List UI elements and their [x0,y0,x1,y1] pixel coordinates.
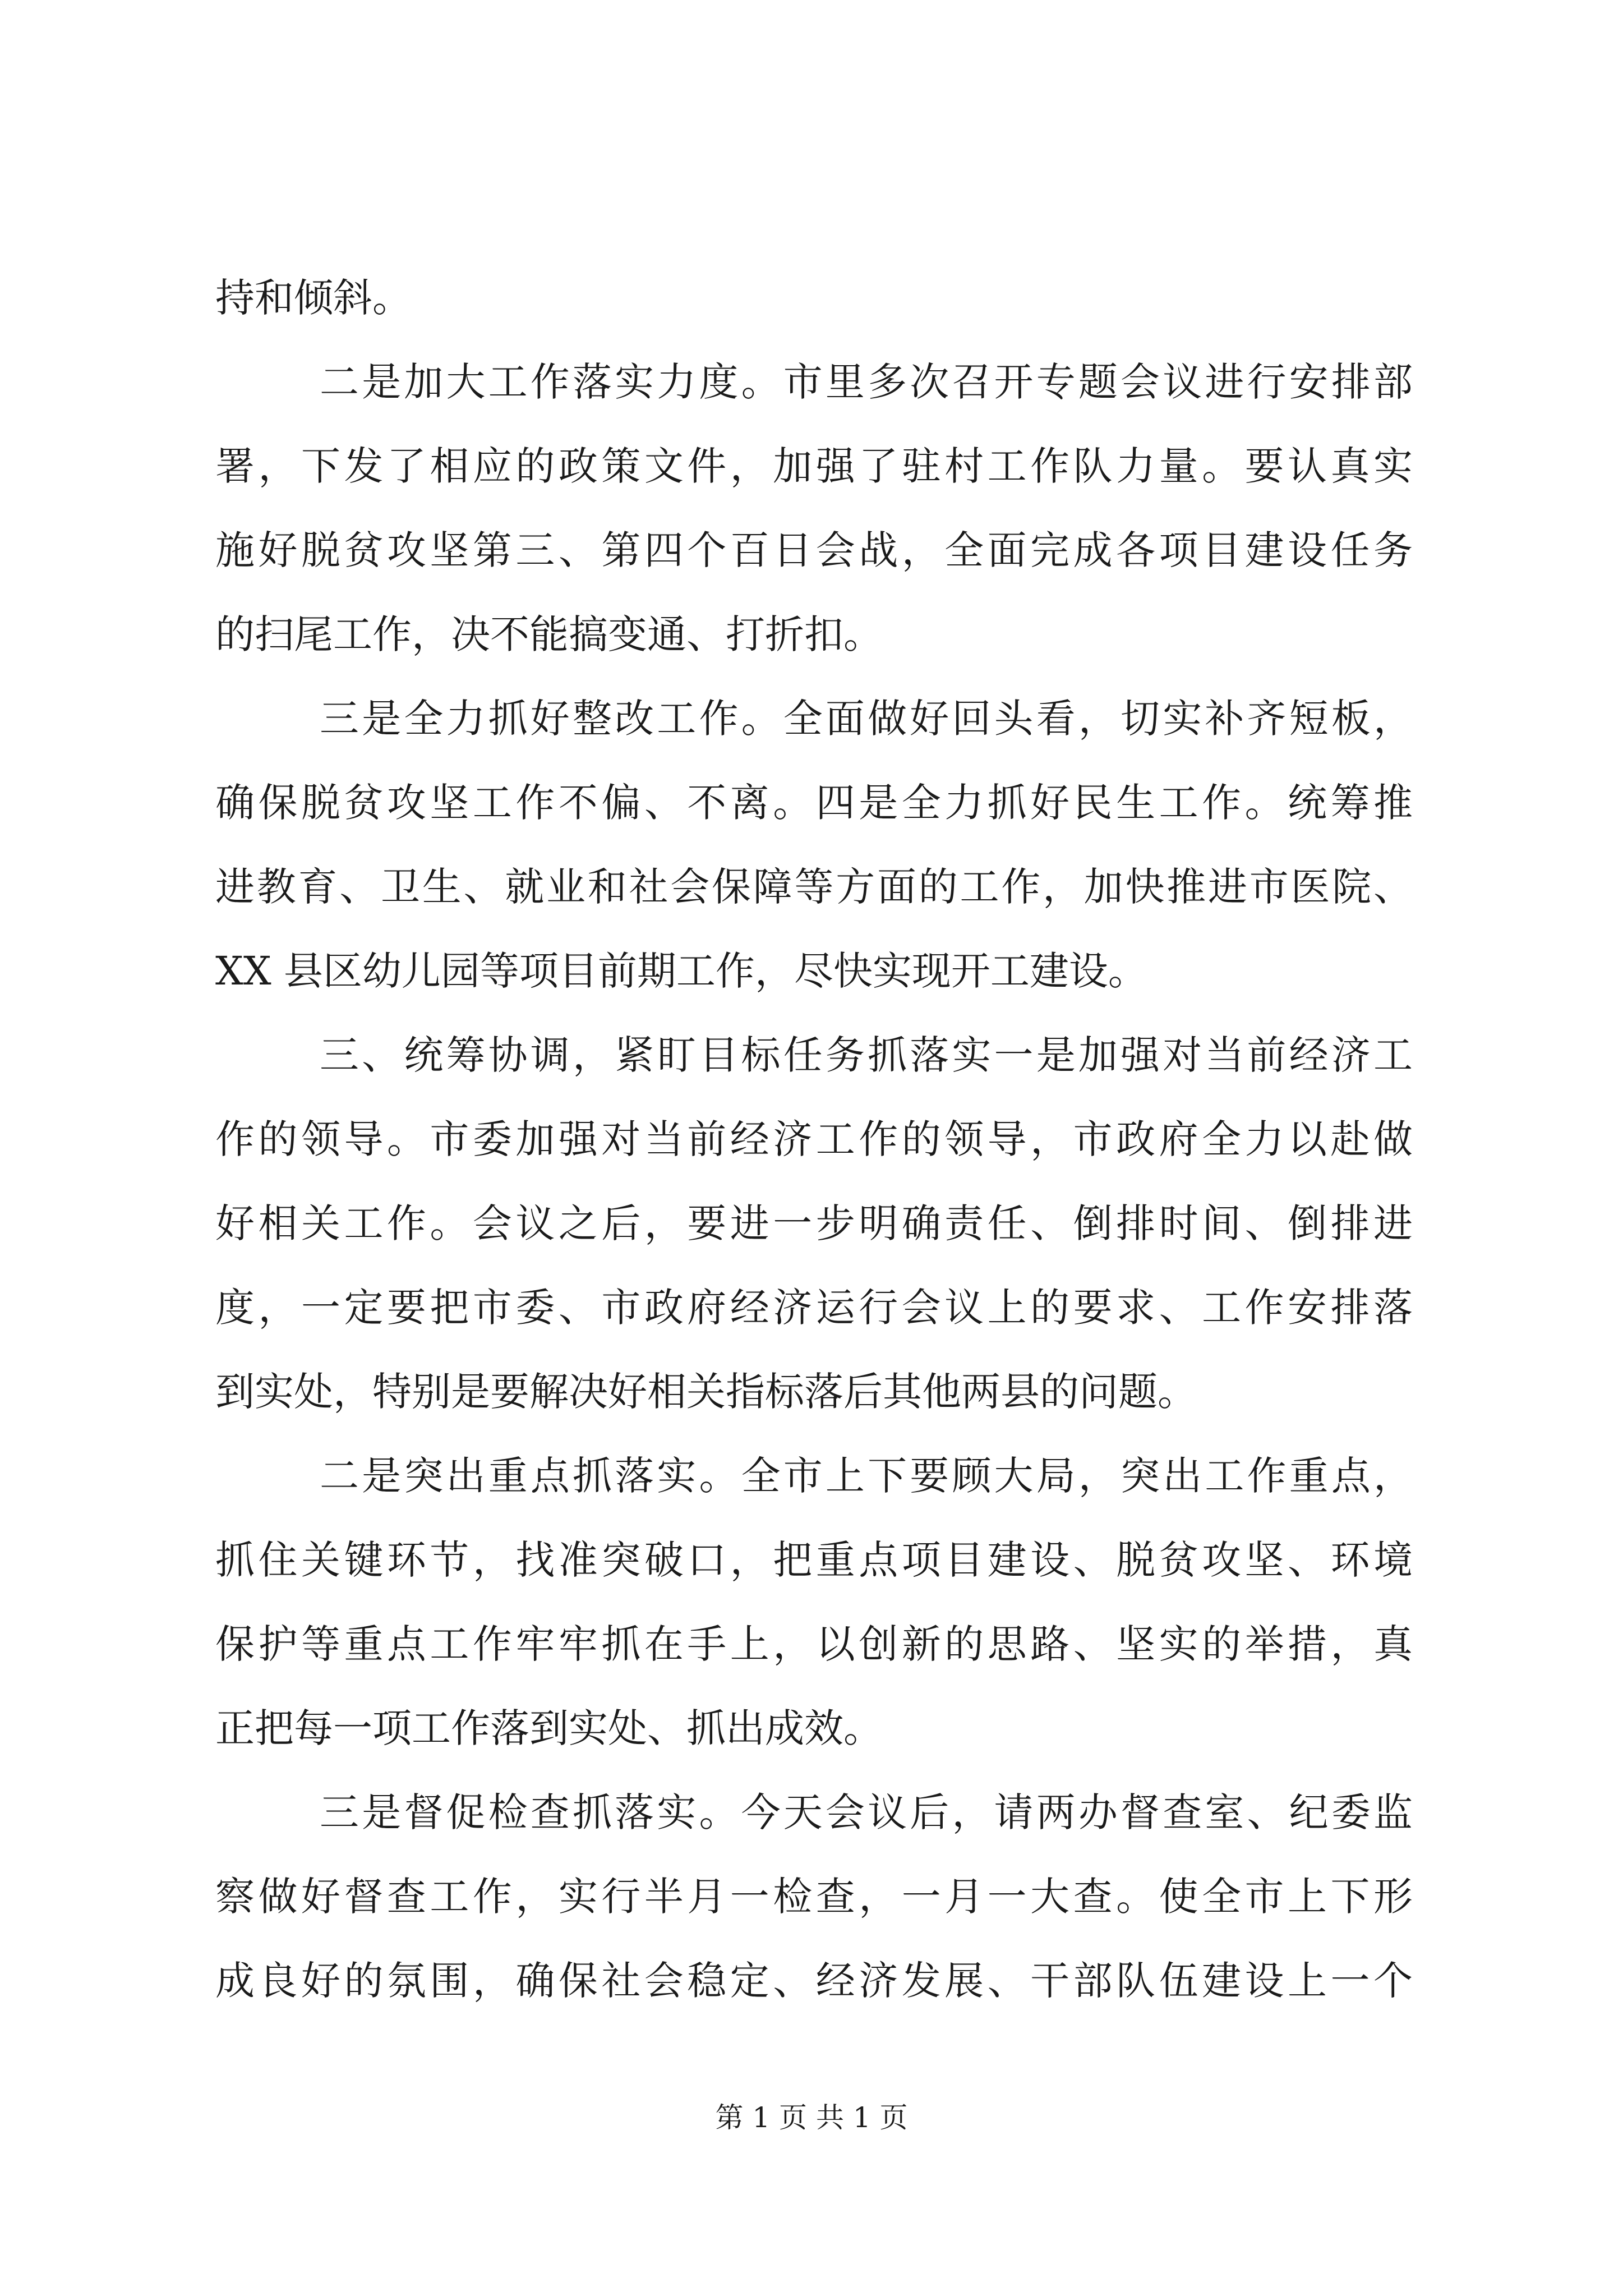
text-line: 保护等重点工作牢牢抓在手上，以创新的思路、坚实的举措，真 [215,1621,1413,1667]
text-line: 到实处，特别是要解决好相关指标落后其他两县的问题。 [215,1369,1197,1415]
text-line: 成良好的氛围，确保社会稳定、经济发展、干部队伍建设上一个 [215,1958,1413,2004]
text-line: XX 县区幼儿园等项目前期工作，尽快实现开工建设。 [215,948,1147,994]
text-line: 好相关工作。会议之后，要进一步明确责任、倒排时间、倒排进 [215,1200,1413,1246]
text-line: 三是全力抓好整改工作。全面做好回头看，切实补齐短板， [320,696,1413,742]
text-line: 进教育、卫生、就业和社会保障等方面的工作，加快推进市医院、 [215,864,1413,910]
text-line: 三、统筹协调，紧盯目标任务抓落实一是加强对当前经济工 [320,1032,1413,1078]
text-line: 持和倾斜。 [215,275,412,321]
text-line: 察做好督查工作，实行半月一检查，一月一大查。使全市上下形 [215,1874,1413,1920]
text-line: 正把每一项工作落到实处、抓出成效。 [215,1705,883,1751]
text-line: 作的领导。市委加强对当前经济工作的领导，市政府全力以赴做 [215,1116,1413,1162]
text-line: 二是加大工作落实力度。市里多次召开专题会议进行安排部 [320,359,1413,405]
page-footer: 第 1 页 共 1 页 [715,2101,908,2134]
text-line: 施好脱贫攻坚第三、第四个百日会战，全面完成各项目建设任务 [215,527,1413,573]
text-line: 二是突出重点抓落实。全市上下要顾大局，突出工作重点， [320,1453,1413,1499]
text-line: 署，下发了相应的政策文件，加强了驻村工作队力量。要认真实 [215,443,1413,489]
document-body [215,256,1413,2023]
text-line: 确保脱贫攻坚工作不偏、不离。四是全力抓好民生工作。统筹推 [215,780,1413,826]
text-line: 度，一定要把市委、市政府经济运行会议上的要求、工作安排落 [215,1285,1413,1331]
text-line: 的扫尾工作，决不能搞变通、打折扣。 [215,611,883,657]
text-line: 抓住关键环节，找准突破口，把重点项目建设、脱贫攻坚、环境 [215,1537,1413,1583]
text-line: 三是督促检查抓落实。今天会议后，请两办督查室、纪委监 [320,1789,1413,1835]
